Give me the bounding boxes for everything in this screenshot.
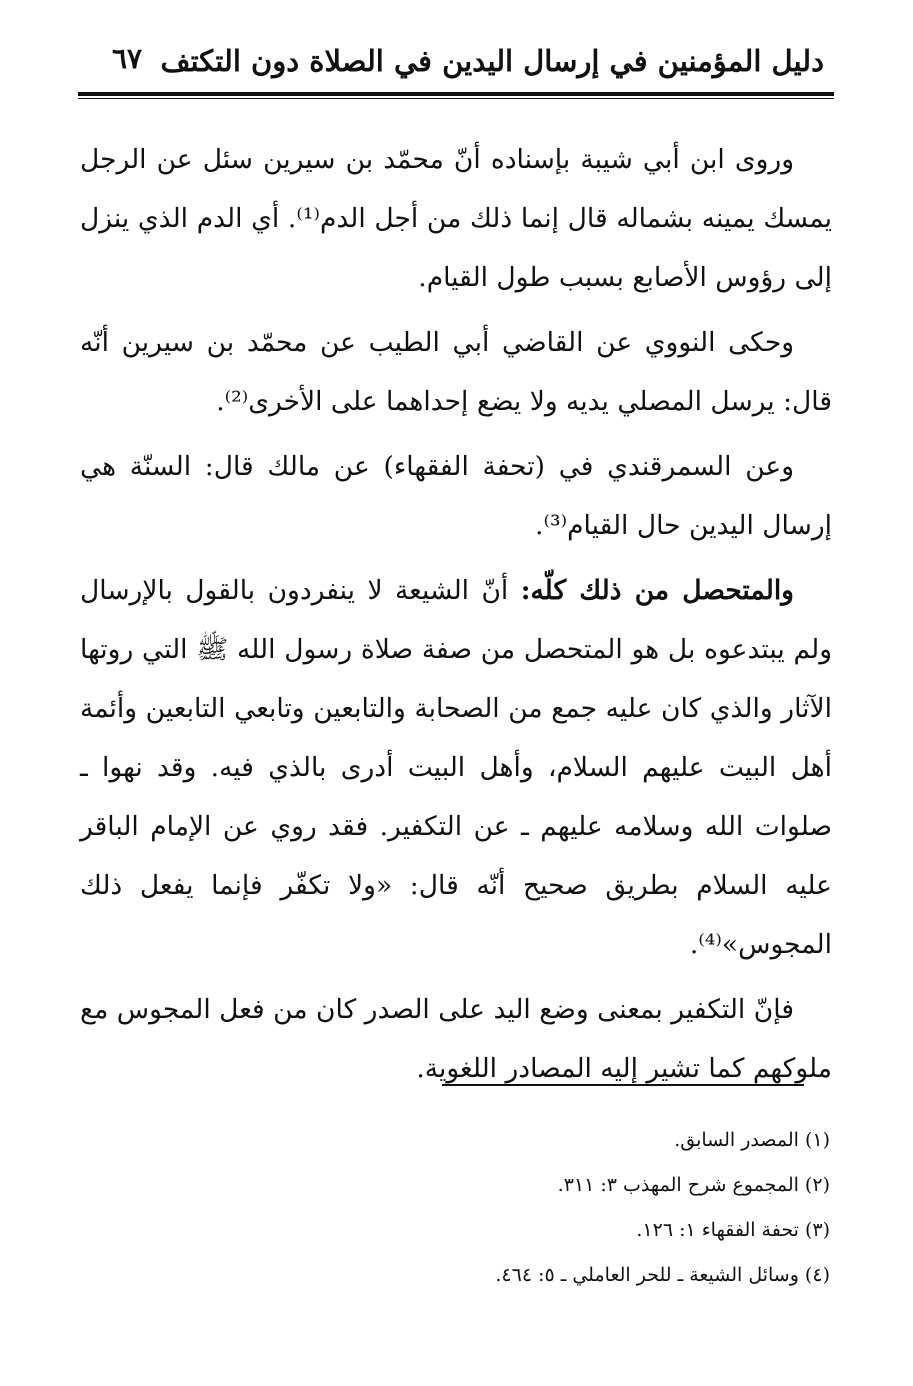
paragraph-text: أنّ الشيعة لا ينفردون بالقول بالإرسال ولم يبتدعوه بل هو المتحصل من صفة صلاة رسول الله ﷺ التي روتها الآثار والذي كان عليه جمع من الصحابة والتابعين وتابعي التابعين وأئمة أهل البيت عليهم السلام، وأهل البيت أدرى بالذي فيه. وقد نهوا ـ صلوات الله وسلامه عليهم ـ عن التكفير. فقد روي عن الإمام الباقر عليه السلام بطريق صحيح أنّه قال: «ولا تكفّر فإنما يفعل ذلك المجوس»⁽⁴⁾. [80, 575, 832, 960]
main-text [80, 130, 832, 1104]
header-rule [78, 92, 834, 96]
paragraph [80, 437, 832, 555]
footnote-separator [442, 1084, 804, 1086]
paragraph-text: وحكى النووي عن القاضي أبي الطيب عن محمّد بن سيرين أنّه قال: يرسل المصلي يديه ولا يضع إحداهما على الأخرى⁽²⁾. [80, 327, 832, 417]
paragraph-text: وروى ابن أبي شيبة بإسناده أنّ محمّد بن سيرين سئل عن الرجل يمسك يمينه بشماله قال إنما ذلك من أجل الدم⁽¹⁾. أي الدم الذي ينزل إلى رؤوس الأصابع بسبب طول القيام. [80, 144, 832, 293]
paragraph [80, 561, 832, 974]
page-header [78, 38, 834, 90]
paragraph [80, 313, 832, 431]
running-title: دليل المؤمنين في إرسال اليدين في الصلاة دون التكتف [160, 44, 824, 78]
page-number: ٦٧ [112, 42, 143, 75]
footnotes [300, 1118, 830, 1298]
footnote: (١) المصدر السابق. [674, 1129, 830, 1151]
header-rule-thin [78, 98, 834, 99]
paragraph-text: فإنّ التكفير بمعنى وضع اليد على الصدر كان من فعل المجوس مع ملوكهم كما تشير إليه المصادر اللغوية. [80, 994, 832, 1084]
paragraph-lead: والمتحصل من ذلك كلّه: [520, 575, 794, 606]
footnote: (٢) المجموع شرح المهذب ٣: ٣١١. [557, 1174, 830, 1196]
paragraph [80, 980, 832, 1098]
paragraph-text: وعن السمرقندي في (تحفة الفقهاء) عن مالك قال: السنّة هي إرسال اليدين حال القيام⁽³⁾. [80, 451, 832, 541]
paragraph [80, 130, 832, 307]
footnote: (٤) وسائل الشيعة ـ للحر العاملي ـ ٥: ٤٦٤. [495, 1264, 830, 1286]
footnote: (٣) تحفة الفقهاء ١: ١٢٦. [636, 1219, 830, 1241]
